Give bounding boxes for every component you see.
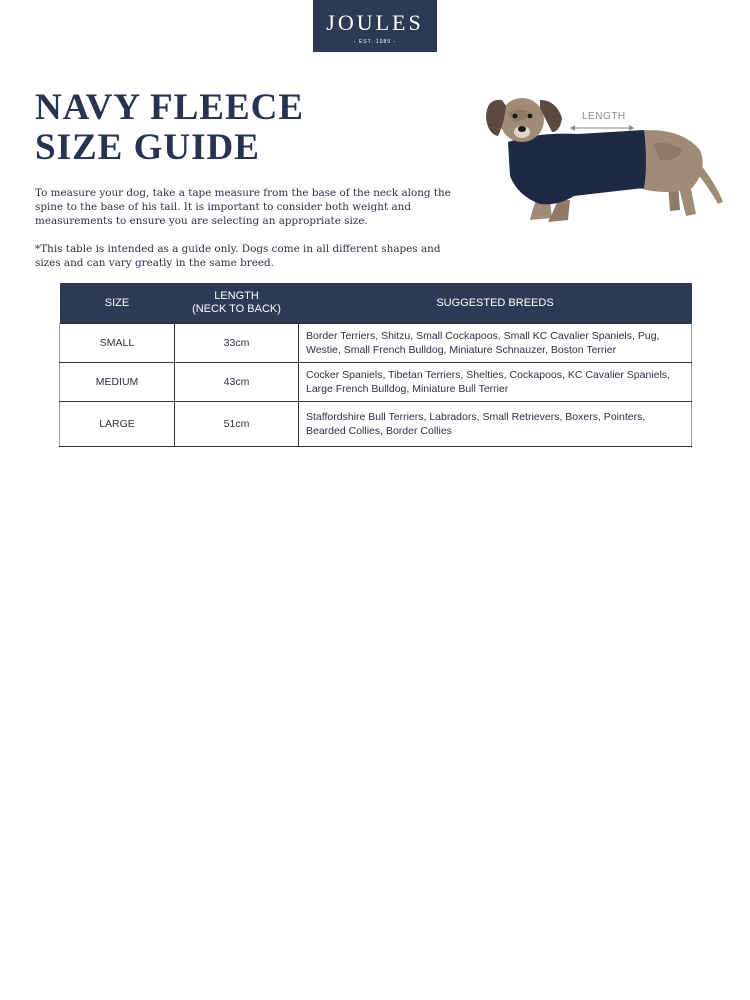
cell-breeds: Staffordshire Bull Terriers, Labradors, Small Retrievers, Boxers, Pointers, Bearded Collies, Border Collies (299, 402, 692, 447)
cell-length: 51cm (175, 402, 299, 447)
brand-logo[interactable] (313, 0, 437, 52)
brand-name: JOULES (326, 10, 424, 35)
intro-text: To measure your dog, take a tape measure from the base of the neck along the spine to the base of his tail. It is important to consider both weight and measurements to ensure you are selecting an appropriate size. (35, 187, 451, 227)
cell-breeds: Cocker Spaniels, Tibetan Terriers, Shelties, Cockapoos, KC Cavalier Spaniels, Large French Bulldog, Miniature Bull Terrier (299, 363, 692, 402)
header-length (175, 283, 299, 324)
brand-established: - EST. 1989 - (353, 39, 397, 45)
table-row (60, 363, 692, 402)
table-header-row (60, 283, 692, 324)
table-row (60, 402, 692, 447)
cell-length: 43cm (175, 363, 299, 402)
cell-length: 33cm (175, 324, 299, 363)
header-length-line2: (NECK TO BACK) (192, 303, 281, 315)
header-length-line1: LENGTH (214, 290, 259, 302)
header-size: SIZE (60, 283, 175, 324)
page-title-line2: SIZE GUIDE (35, 127, 260, 168)
dog-coat (508, 130, 646, 204)
table-row (60, 324, 692, 363)
page-title (35, 88, 304, 168)
size-guide-table (59, 283, 692, 447)
cell-size: LARGE (60, 402, 175, 447)
header-breeds: SUGGESTED BREEDS (299, 283, 692, 324)
page-title-line1: NAVY FLEECE (35, 87, 305, 128)
disclaimer-note: *This table is intended as a guide only. Dogs come in all different shapes and sizes and can vary greatly in the same breed. (35, 243, 441, 269)
cell-breeds: Border Terriers, Shitzu, Small Cockapoos, Small KC Cavalier Spaniels, Pug, Westie, Small French Bulldog, Miniature Schnauzer, Boston Terrier (299, 324, 692, 363)
length-label: LENGTH (582, 111, 626, 122)
dog-illustration (478, 84, 728, 229)
cell-size: MEDIUM (60, 363, 175, 402)
cell-size: SMALL (60, 324, 175, 363)
